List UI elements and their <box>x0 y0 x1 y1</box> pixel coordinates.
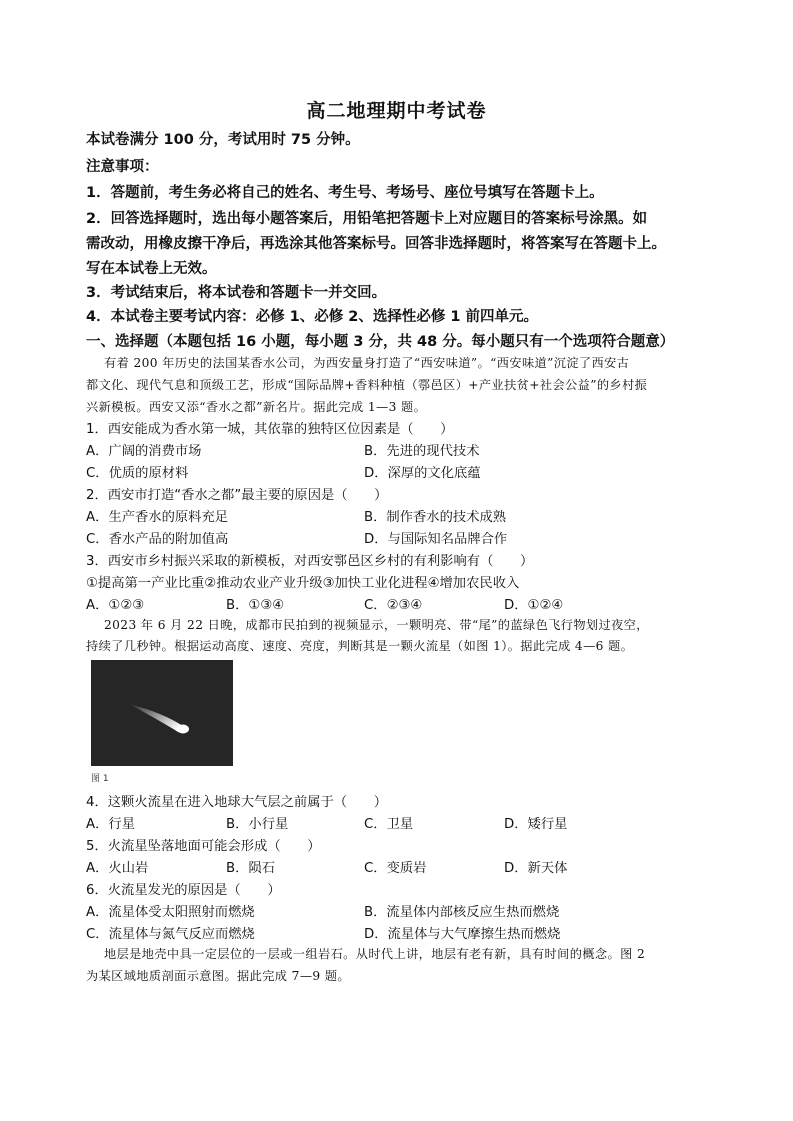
question-3-items: ①提高第一产业比重②推动农业产业升级③加快工业化进程④增加农民收入 <box>86 576 520 591</box>
question-5-option-c: C．变质岩 <box>364 861 427 876</box>
question-1-option-b: B．先进的现代技术 <box>364 444 480 459</box>
question-5-option-a: A．火山岩 <box>86 861 149 876</box>
question-5-option-d: D．新天体 <box>504 861 568 876</box>
question-2-option-c: C．香水产品的附加值高 <box>86 532 229 547</box>
question-2-option-d: D．与国际知名品牌合作 <box>364 532 508 547</box>
question-2-option-b: B．制作香水的技术成熟 <box>364 510 507 525</box>
question-6-option-a: A．流星体受太阳照射而燃烧 <box>86 905 255 920</box>
question-2-option-a: A．生产香水的原料充足 <box>86 510 229 525</box>
note-3: 3．考试结束后，将本试卷和答题卡一并交回。 <box>86 285 387 301</box>
question-1-option-c: C．优质的原材料 <box>86 466 189 481</box>
note-2-line-3: 写在本试卷上无效。 <box>86 261 217 277</box>
note-1: 1．答题前，考生务必将自己的姓名、考生号、考场号、座位号填写在答题卡上。 <box>86 185 604 201</box>
question-2-stem: 2．西安市打造“香水之都”最主要的原因是（ ） <box>86 488 388 503</box>
question-5-stem: 5．火流星坠落地面可能会形成（ ） <box>86 839 321 854</box>
question-3-option-a: A．①②③ <box>86 598 145 613</box>
question-6-option-c: C．流星体与氮气反应而燃烧 <box>86 927 255 942</box>
question-4-option-c: C．卫星 <box>364 817 414 832</box>
question-4-option-b: B．小行星 <box>226 817 289 832</box>
question-3-option-c: C．②③④ <box>364 598 423 613</box>
passage-1-line-2: 都文化、现代气息和顶级工艺，形成“国际品牌+香料种植（鄠邑区）+产业扶贫+社会公益”的乡村振 <box>86 378 648 392</box>
figure-1-caption: 图 1 <box>91 774 109 784</box>
passage-1-line-1: 有着 200 年历史的法国某香水公司，为西安量身打造了“西安味道”。“西安味道”沉淀了西安古 <box>104 356 630 370</box>
notes-heading: 注意事项： <box>86 159 159 175</box>
question-1-stem: 1．西安能成为香水第一城，其依靠的独特区位因素是（ ） <box>86 422 454 437</box>
passage-3-line-1: 地层是地壳中具一定层位的一层或一组岩石。从时代上讲，地层有老有新，具有时间的概念。图 2 <box>104 947 646 961</box>
score-time-text: 本试卷满分 100 分，考试用时 75 分钟。 <box>86 132 360 148</box>
passage-1-line-3: 兴新模板。西安又添“香水之都”新名片。据此完成 1—3 题。 <box>86 400 427 414</box>
page-title: 高二地理期中考试卷 <box>306 100 487 122</box>
meteor-streak-icon <box>91 660 233 766</box>
question-6-stem: 6．火流星发光的原因是（ ） <box>86 883 281 898</box>
question-3-option-d: D．①②④ <box>504 598 564 613</box>
question-1-option-a: A．广阔的消费市场 <box>86 444 202 459</box>
section-1-heading: 一、选择题（本题包括 16 小题，每小题 3 分，共 48 分。每小题只有一个选项符合题意） <box>86 334 675 350</box>
question-4-option-d: D．矮行星 <box>504 817 568 832</box>
question-4-option-a: A．行星 <box>86 817 135 832</box>
question-3-option-b: B．①③④ <box>226 598 285 613</box>
note-2-line-1: 2．回答选择题时，选出每小题答案后，用铅笔把答题卡上对应题目的答案标号涂黑。如 <box>86 211 648 227</box>
question-6-option-d: D．流星体与大气摩擦生热而燃烧 <box>364 927 561 942</box>
question-6-option-b: B．流星体内部核反应生热而燃烧 <box>364 905 560 920</box>
passage-2-line-1: 2023 年 6 月 22 日晚，成都市民拍到的视频显示，一颗明亮、带“尾”的蓝绿色飞行物划过夜空， <box>104 618 649 632</box>
note-4: 4．本试卷主要考试内容：必修 1、必修 2、选择性必修 1 前四单元。 <box>86 309 539 325</box>
note-2-line-2: 需改动，用橡皮擦干净后，再选涂其他答案标号。回答非选择题时，将答案写在答题卡上。 <box>86 236 666 252</box>
question-5-option-b: B．陨石 <box>226 861 276 876</box>
question-3-stem: 3．西安市乡村振兴采取的新模板，对西安鄠邑区乡村的有利影响有（ ） <box>86 554 534 569</box>
fireball-meteor-photo <box>91 660 233 766</box>
passage-3-line-2: 为某区域地质剖面示意图。据此完成 7—9 题。 <box>86 969 351 983</box>
question-4-stem: 4．这颗火流星在进入地球大气层之前属于（ ） <box>86 795 387 810</box>
question-1-option-d: D．深厚的文化底蕴 <box>364 466 481 481</box>
passage-2-line-2: 持续了几秒钟。根据运动高度、速度、亮度，判断其是一颗火流星（如图 1）。据此完成 4—6 题。 <box>86 639 634 653</box>
